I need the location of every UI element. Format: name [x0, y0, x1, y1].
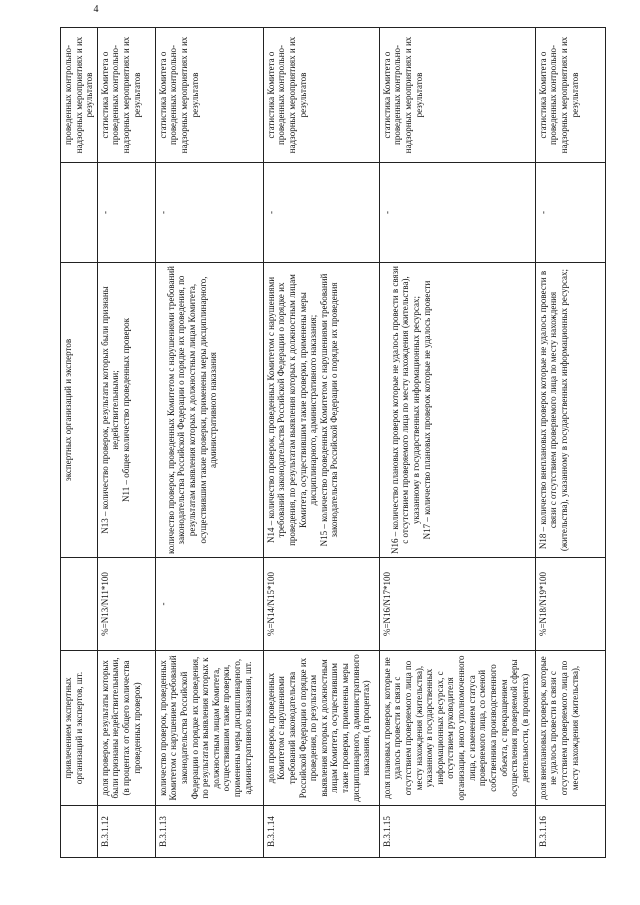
indicator-source: статистика Комитета о проведенных контрольно-надзорных мероприятиях и их результатов [263, 28, 379, 163]
table-row [155, 28, 263, 858]
indicator-formula: %=N18/N19*100 [535, 558, 605, 651]
header-code-cell [61, 806, 98, 858]
indicator-name: количество проверок, проведенных Комитетом с нарушением требований законодательства Российской Федерации о порядке их проведения, по результатам выявления которых к должностным лицам Комитета, осуществившим такие проверки, применены меры дисциплинарного, административного наказания, шт. [155, 651, 263, 806]
indicator-method [97, 263, 155, 558]
header-name-cell: привлечением экспертных организаций и экспертов, шт. [61, 651, 98, 806]
indicator-formula: %=N13/N11*100 [97, 558, 155, 651]
indicator-code: В.3.1.14 [263, 806, 379, 858]
indicator-note: - [535, 163, 605, 263]
indicators-table [60, 27, 606, 858]
indicator-name: доля плановых проверок, которые не удалось провести в связи с отсутствием проверяемого лица по месту нахождения (жительства), указанному в государственных информационных ресурсах, с отсутствием руководителя организации, иного уполномоченного лица, с изменением статуса проверяемого лица, со сменой собственника производственного объекта, с прекращением осуществления проверяемой сферы деятельности, (в процентах) [379, 651, 535, 806]
indicator-method [535, 263, 605, 558]
header-formula-cell [61, 558, 98, 651]
indicator-formula: %=N14/N15*100 [263, 558, 379, 651]
indicator-code: В.3.1.12 [97, 806, 155, 858]
table-row [263, 28, 379, 858]
method-line: N17 – количество плановых проверок которые не удалось провести [421, 280, 432, 540]
header-method-cell: экспертных организаций и экспертов [61, 263, 98, 558]
indicator-formula: - [155, 558, 263, 651]
page-number: 4 [93, 4, 99, 15]
indicator-code: В.3.1.13 [155, 806, 263, 858]
method-line: N11 – общее количество проведенных проверок [121, 318, 132, 502]
method-line: N13 – количество проверок, результаты которых были признаны недействительными; [99, 286, 121, 534]
table-row-header [61, 28, 98, 858]
indicator-method [155, 263, 263, 558]
method-line: N18 – количество внеплановых проверок которые не удалось провести в связи с отсутствием проверяемого лица по месту нахождения (жительства), указанному в государственных информационных ресурсах; [537, 268, 570, 552]
indicator-source: статистика Комитета о проведенных контрольно-надзорных мероприятиях и их результатов [379, 28, 535, 163]
indicator-source: статистика Комитета о проведенных контрольно-надзорных мероприятиях и их результатов [97, 28, 155, 163]
indicator-name: доля проверок, проведенных Комитетом с нарушениями требований законодательства Российской Федерации о порядке их проведения, по результатам выявления которых к должностным лицам Комитета, осуществившим такие проверки, применены меры дисциплинарного, административного наказания, (в процентах) [263, 651, 379, 806]
method-line: количество проверок, проведенных Комитетом с нарушениями требований законодательства Российской Федерации о порядке их проведения, по результатам выявления которых к должностным лицам Комитета, осуществившим такие проверки, применены меры дисциплинарного, административного наказания [165, 266, 219, 554]
method-line: N15 – количество проведенных Комитетом с нарушениями требований законодательства Российской Федерации о порядке их проведения [318, 273, 340, 547]
rotated-table-container [60, 28, 600, 858]
method-line: N16 – количество плановых проверок которые не удалось провести в связи с отсутствием проверяемого лица по месту нахождения (жительства), указанному в государственных информационных ресурсах; [389, 266, 422, 554]
table-row [535, 28, 605, 858]
indicator-code: В.3.1.16 [535, 806, 605, 858]
indicator-method [263, 263, 379, 558]
indicator-note: - [379, 163, 535, 263]
table-row [97, 28, 155, 858]
method-line: N14 – количество проверок, проведенных Комитетом с нарушениями требований законодательства Российской Федерации о порядке их проведения, по результатам выявления которых к должностным лицам Комитета, осуществившим такие проверки, применены меры дисциплинарного, административного наказания; [265, 274, 319, 546]
indicator-source: статистика Комитета о проведенных контрольно-надзорных мероприятиях и их результатов [535, 28, 605, 163]
indicator-code: В.3.1.15 [379, 806, 535, 858]
table-row [379, 28, 535, 858]
indicator-note: - [97, 163, 155, 263]
indicator-formula: %=N16/N17*100 [379, 558, 535, 651]
indicator-method [379, 263, 535, 558]
header-source-cell: проведенных контрольно-надзорных мероприятиях и их результатов [61, 28, 98, 163]
indicator-note: - [263, 163, 379, 263]
indicator-name: доля внеплановых проверок, которые не удалось провести в связи с отсутствием проверяемого лица по месту нахождения (жительства), [535, 651, 605, 806]
indicator-note: - [155, 163, 263, 263]
indicator-name: доля проверок, результаты которых были признаны недействительными, (в процентах от общего количества проведенных проверок) [97, 651, 155, 806]
indicator-source: статистика Комитета о проведенных контрольно-надзорных мероприятиях и их результатов [155, 28, 263, 163]
header-note-cell [61, 163, 98, 263]
